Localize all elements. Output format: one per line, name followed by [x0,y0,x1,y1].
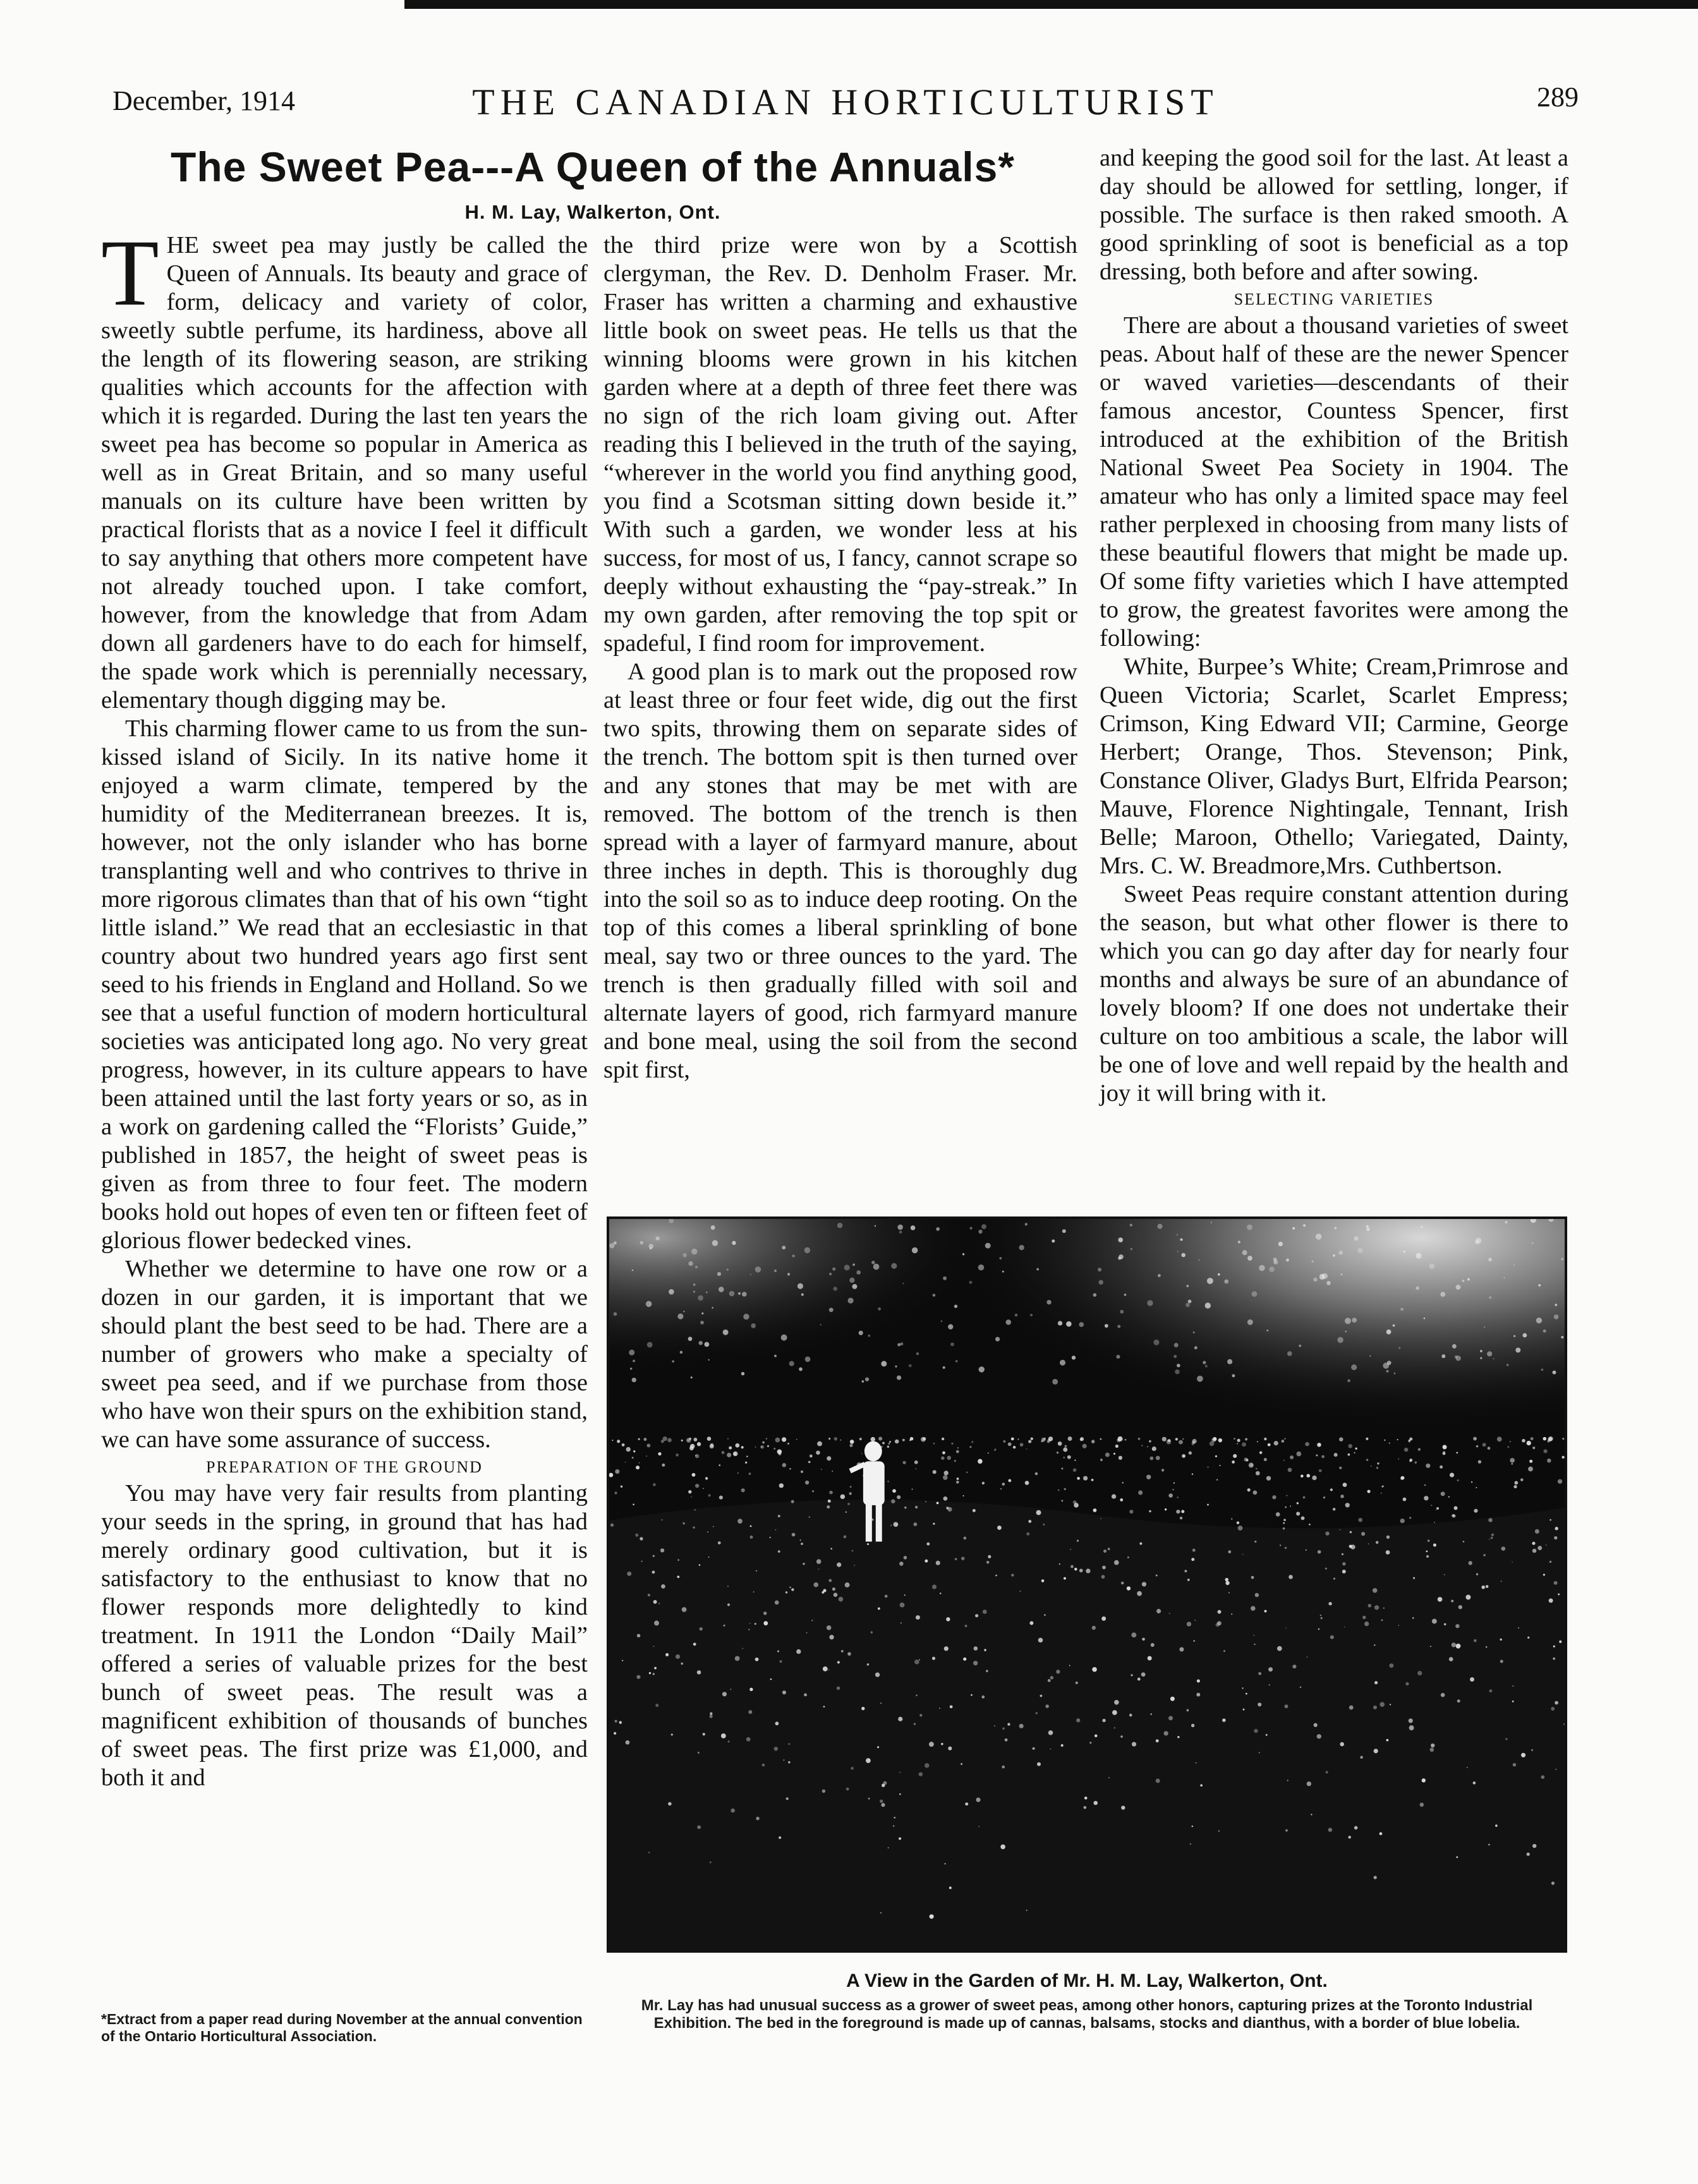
paragraph: Sweet Peas require constant attention during the season, but what other flower is there to which you can go day after day for nearly four months and always be sure of an abundance of lovely bloom? If one does not undertake their culture on too ambitious a scale, the labor will be one of love and well repaid by the health and joy it will bring with it. [1100,881,1568,1107]
column-1 [101,221,588,1792]
paragraph: Whether we determine to have one row or a dozen in our garden, it is important that we should plant the best seed to be had. There are a number of growers who make a specialty of sweet pea seed, and if we purchase from those who have won their spurs on the exhibition stand, we can have some assurance of success. [101,1256,588,1453]
issue-date: December, 1914 [112,85,296,116]
garden-photograph [607,1216,1567,1953]
page-number: 289 [1537,82,1579,112]
paragraph: and keeping the good soil for the last. At least a day should be allowed for settling, longer, if possible. The surface is then raked smooth. A good sprinkling of soot is beneficial as a top dressing, both before and after sowing. [1100,145,1568,285]
paragraph: You may have very fair results from planting your seeds in the spring, in ground that has had merely ordinary good cultivation, but it is satisfactory to the enthusiast to know that no flower responds more delightedly to kind treatment. In 1911 the London “Daily Mail” offered a series of valuable prizes for the best bunch of sweet peas. The result was a magnificent exhibition of thousands of bunches of sweet peas. The first prize was £1,000, and both it and [101,1480,588,1791]
photo-illustration [609,1219,1565,1950]
paragraph: There are about a thousand varieties of sweet peas. About half of these are the newer Spencer or waved varieties—descendants of their famous ancestor, Countess Spencer, first introduced at the exhibition of the British National Sweet Pea Society in 1904. The amateur who has only a limited space may feel rather perplexed in choosing from many lists of these beautiful flowers that might be made up. Of some fifty varieties which I have attempted to grow, the greatest favorites were among the following: [1100,312,1568,652]
paragraph: A good plan is to mark out the proposed row at least three or four feet wide, dig out the first two spits, throwing them on separate sides of the trench. The bottom spit is then turned over and any stones that may be met with are removed. The bottom of the trench is then spread with a layer of farmyard manure, about three inches in depth. This is thoroughly dug into the soil so as to induce deep rooting. On the top of this comes a liberal sprinkling of bone meal, say two or three ounces to the yard. The trench is then gradually filled with soil and alternate layers of good, rich farmyard manure and bone meal, using the soil from the second spit first, [603,658,1077,1083]
drop-cap: T [101,221,159,325]
paragraph: This charming flower came to us from the sun-kissed island of Sicily. In its native home it enjoyed a warm climate, tempered by the humidity of the Mediterranean breezes. It is, however, not the only islander who has borne transplanting well and who contrives to thrive in more rigorous climates than that of his own “tight little island.” We read that an ecclesiastic in that country about two hundred years ago first sent seed to his friends in England and Holland. So we see that a useful function of modern horticultural societies was anticipated long ago. No very great progress, however, in its culture appears to have been attained until the last forty years or so, as in a work on gardening called the “Florists’ Guide,” published in 1857, the height of sweet peas is given as from three to four feet. The modern books hold out hopes of even ten or fifteen feet of glorious flower bedecked vines. [101,715,588,1254]
figure-caption-body: Mr. Lay has had unusual success as a grower of sweet peas, among other honors, capturing prizes at the Toronto Industrial Exhibition. The bed in the foreground is made up of cannas, balsams, stocks and dianthus, with a border of blue lobelia. [641,1997,1533,2032]
figure-caption-title: A View in the Garden of Mr. H. M. Lay, Walkerton, Ont. [846,1970,1328,1991]
page-header [112,81,1579,125]
masthead: THE CANADIAN HORTICULTURIST [472,82,1219,123]
top-rule [404,0,1698,9]
subhead-preparation: PREPARATION OF THE GROUND [206,1458,483,1476]
column-2 [603,231,1077,1084]
paragraph: the third prize were won by a Scottish clergyman, the Rev. D. Denholm Fraser. Mr. Fraser has written a charming and exhaustive little book on sweet peas. He tells us that the winning blooms were grown in his kitchen garden where at a depth of three feet there was no sign of the rich loam giving out. After reading this I believed in the truth of the saying, “wherever in the world you find anything good, you find a Scotsman sitting down beside it.” With such a garden, we wonder less at his success, for most of us, I fancy, cannot scrape so deeply without exhausting the “pay-streak.” In my own garden, after removing the top spit or spadeful, I find room for improvement. [603,232,1077,657]
paragraph: White, Burpee’s White; Cream,Primrose and Queen Victoria; Scarlet, Scarlet Empress; Crimson, King Edward VII; Carmine, George Herbert; Orange, Thos. Stevenson; Pink, Constance Oliver, Gladys Burt, Elfrida Pearson; Mauve, Florence Nightingale, Tennant, Irish Belle; Maroon, Othello; Variegated, Dainty, Mrs. C. W. Breadmore,Mrs. Cuthbertson. [1100,653,1568,879]
article-byline: H. M. Lay, Walkerton, Ont. [464,201,721,223]
article-title: The Sweet Pea---A Queen of the Annuals* [171,143,1015,190]
paragraph: HE sweet pea may justly be called the Queen of Annuals. Its beauty and grace of form, delicacy and variety of color, sweetly subtle perfume, its hardiness, above all the length of its flowering season, are striking qualities which accounts for the affection with which it is regarded. During the last ten years the sweet pea has become so popular in America as well as in Great Britain, and so many useful manuals on its culture have been written by practical florists that as a novice I feel it difficult to say anything that others more competent have not already touched upon. I take comfort, however, from the knowledge that from Adam down all gardeners have to do each for himself, the spade work which is perennially necessary, elementary though digging may be. [101,232,588,713]
footnote: *Extract from a paper read during November at the annual convention of the Ontario Horticultural Association. [101,2011,583,2044]
subhead-varieties: SELECTING VARIETIES [1234,290,1434,308]
column-3 [1100,144,1568,1108]
